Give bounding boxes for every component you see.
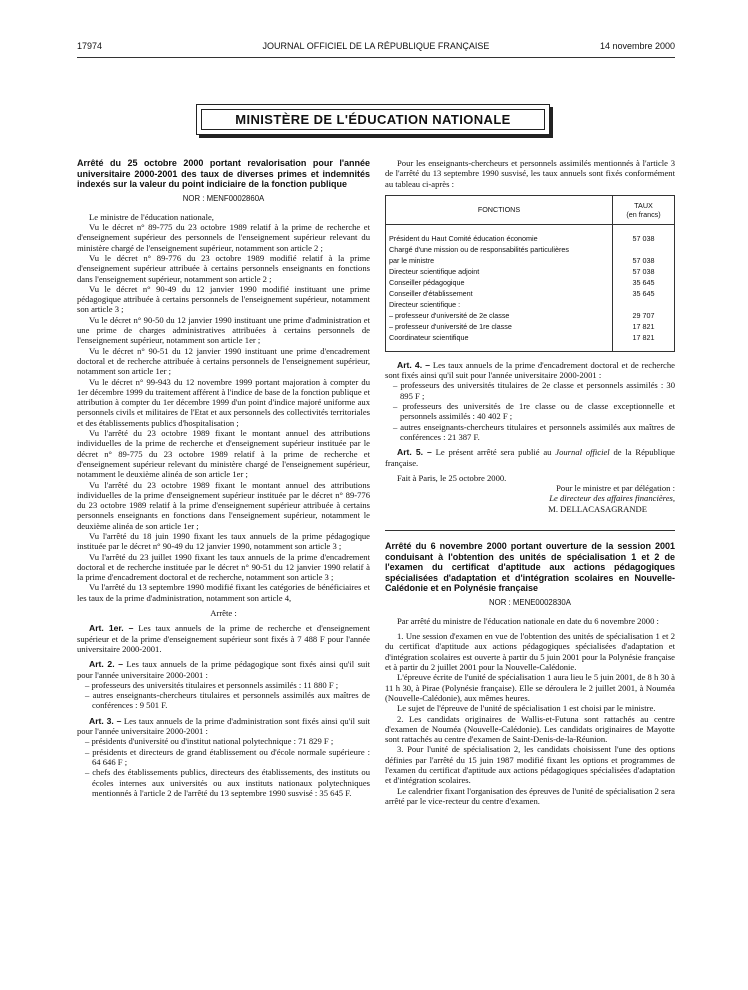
table-row: Conseiller d'établissement 35 645 xyxy=(386,288,675,299)
table-row: Président du Haut Comité éducation économie 57 038 xyxy=(386,233,675,244)
right-column xyxy=(385,158,675,806)
article-label: Art. 2. – xyxy=(89,659,124,670)
signature-title: Le directeur des affaires financières, xyxy=(549,493,675,504)
vu-paragraph: Vu l'arrêté du 23 juillet 1990 fixant les taux annuels de la prime d'encadrement doctoral et de recherche instituée par le décret n° 90-51 du 12 janvier 1990 relatif à la prime d'encadrement doctoral et de recherche, notamment son article 3 ; xyxy=(77,551,370,583)
article-5: Art. 5. – Le présent arrêté sera publié au Journal officiel de la République française. xyxy=(385,447,675,468)
vu-paragraph: Vu l'arrêté du 18 juin 1990 fixant les taux annuels de la prime pédagogique instituée par le décret n° 90-49 du 12 janvier 1990, notamment son article 3 ; xyxy=(77,531,370,552)
article-2 xyxy=(77,659,370,680)
paragraph: Par arrêté du ministre de l'éducation nationale en date du 6 novembre 2000 : xyxy=(397,615,659,626)
list-item: – professeurs des universités titulaires de 2e classe et personnels assimilés : 30 895 F ; xyxy=(393,380,675,401)
table-row: Directeur scientifique adjoint 57 038 xyxy=(386,266,675,277)
list-item: – professeurs des universités titulaires et personnels assimilés : 11 880 F ; xyxy=(85,679,339,690)
vu-paragraph: Vu le décret n° 90-50 du 12 janvier 1990 instituant une prime d'administration et une prime de charges administratives attribuées à certains personnels de l'enseignement supérieur, notamment son article 1er ; xyxy=(77,314,370,346)
article-label: Art. 5. – xyxy=(397,447,432,458)
table-row: par le ministre 57 038 xyxy=(386,255,675,266)
vu-paragraph: Vu le décret n° 89-776 du 23 octobre 1989 modifié relatif à la prime d'enseignement supérieur attribuée à certains personnels enseignants en fonctions dans l'enseignement supérieur, notamment son article 2 ; xyxy=(77,252,370,284)
arrete-title: Arrêté du 6 novembre 2000 portant ouverture de la session 2001 conduisant à l'obtention des unités de spécialisation 1 et 2 de l'examen du certificat d'aptitude aux actions pédagogiques spécialisées d'adaptation et d'intégration scolaires en Nouvelle-Calédonie et en Polynésie française xyxy=(385,541,675,594)
paragraph: Le sujet de l'épreuve de l'unité de spécialisation 1 est choisi par le ministre. xyxy=(397,703,656,714)
article-3 xyxy=(77,716,370,737)
article-1 xyxy=(77,623,370,654)
rates-table xyxy=(385,195,675,352)
signatory-name: M. DELLACASAGRANDE xyxy=(548,503,647,514)
table-row: – professeur d'université de 1re classe 17 821 xyxy=(386,321,675,332)
paragraph: 2. Les candidats originaires de Wallis-et-Futuna sont rattachés au centre d'examen de Nouméa (Nouvelle-Calédonie). Les candidats originaires de Mayotte sont rattachés au centre d'examen de Saint-Denis-de-la-Réunion. xyxy=(385,713,675,745)
article-label: Art. 1er. – xyxy=(89,623,134,634)
vu-paragraph: Vu l'arrêté du 23 octobre 1989 fixant le montant annuel des attributions individuelles de la prime de recherche et d'enseignement supérieur instituée par le décret n° 89-775 du 23 octobre 1989 relatif à la prime de recherche et d'enseignement supérieur relevant du ministère chargé de l'enseignement supérieur, notamment le deuxième alinéa de son article 1er ; xyxy=(77,428,370,480)
table-row: Chargé d'une mission ou de responsabilités particulières xyxy=(386,244,675,255)
nor-reference: NOR : MENF0002860A xyxy=(182,193,265,203)
intro-paragraph: Le ministre de l'éducation nationale, xyxy=(89,211,214,222)
vu-paragraph: Vu le décret n° 90-51 du 12 janvier 1990 instituant une prime d'encadrement doctoral et de recherche attribuée à certains personnels de l'enseignement supérieur, notamment son article 1er ; xyxy=(77,345,370,377)
paragraph: Le calendrier fixant l'organisation des épreuves de l'unité de spécialisation 2 sera arrêté par le vice-recteur du centre d'examen. xyxy=(385,785,675,806)
list-item: – présidents d'université ou d'institut national polytechnique : 71 829 F ; xyxy=(85,736,334,747)
arrete-title: Arrêté du 25 octobre 2000 portant revalorisation pour l'année universitaire 2000-2001 des taux de diverses primes et indemnités indexés sur la valeur du point indiciaire de la fonction publique xyxy=(77,158,370,189)
table-row: – professeur d'université de 2e classe 29 707 xyxy=(386,310,675,321)
paragraph: 3. Pour l'unité de spécialisation 2, les candidats choisissent l'une des options définies par l'arrêté du 15 juin 1987 modifié fixant les options et programmes de l'examen du certificat d'aptitude aux actions pédagogiques spécialisées d'adaptation et d'intégration scolaires. xyxy=(385,744,675,786)
list-item: – autres enseignants-chercheurs titulaires et personnels assimilés aux maîtres de conférences : 9 501 F. xyxy=(85,690,370,711)
ministry-title: MINISTÈRE DE L'ÉDUCATION NATIONALE xyxy=(201,109,545,130)
article-4-list xyxy=(385,380,675,442)
list-item: – autres enseignants-chercheurs titulaires et personnels assimilés aux maîtres de conférences : 21 387 F. xyxy=(393,421,675,442)
table-row: Coordinateur scientifique 17 821 xyxy=(386,332,675,343)
table-row: Conseiller pédagogique 35 645 xyxy=(386,277,675,288)
article-text: Les taux annuels de la prime d'encadrement doctoral et de recherche sont fixés ainsi qu'il suit pour l'année universitaire 2000-2001 : xyxy=(385,359,675,381)
list-item: – professeurs des universités de 1re classe ou de classe exceptionnelle et personnels assimilés : 40 402 F ; xyxy=(393,401,675,422)
page-number: 17974 xyxy=(77,41,103,51)
signature-line: Pour le ministre et par délégation : xyxy=(556,483,675,494)
article-text: Les taux annuels de la prime pédagogique sont fixés ainsi qu'il suit pour l'année universitaire 2000-2001 : xyxy=(77,659,370,680)
list-item: – chefs des établissements publics, directeurs des établissements, des instituts ou écoles internes aux universités ou aux instituts nationaux polytechniques mentionnés à l'article 2 de l'arrêté du 13 septembre 1990 susvisé : 35 645 F. xyxy=(85,767,370,798)
paragraph: 1. Une session d'examen en vue de l'obtention des unités de spécialisation 1 et 2 du certificat d'aptitude aux actions pédagogiques spécialisées d'adaptation et d'intégration scolaires est ouverte à partir du 5 juin 2001 pour la Polynésie française et à partir du 2 juillet 2001 pour la Nouvelle-Calédonie. xyxy=(385,631,675,673)
section-divider xyxy=(385,530,675,531)
paragraph: L'épreuve écrite de l'unité de spécialisation 1 aura lieu le 5 juin 2001, de 8 h 30 à 11 h 30, à Pirae (Polynésie française). Elle se déroulera le 2 juillet 2001, à Nouméa (Nouvelle-Calédonie), aux mêmes heures. xyxy=(385,672,676,703)
list-item: – présidents et directeurs de grand établissement ou d'école normale supérieure : 64 646 F ; xyxy=(85,746,370,767)
vu-paragraph: Vu le décret n° 90-49 du 12 janvier 1990 modifié instituant une prime pédagogique attribuée à certains personnels de l'enseignement supérieur, notamment son article 3 ; xyxy=(77,283,370,315)
left-column xyxy=(77,158,370,798)
article-2-list xyxy=(77,680,370,711)
journal-title: JOURNAL OFFICIEL DE LA RÉPUBLIQUE FRANÇAISE xyxy=(262,41,490,51)
page-header xyxy=(77,41,675,55)
article-label: Art. 4. – xyxy=(397,359,430,370)
nor-reference: NOR : MENE0002830A xyxy=(489,597,571,607)
vu-paragraph: Vu le décret n° 99-943 du 12 novembre 1999 portant majoration à compter du 1er décembre 1999 du traitement afférent à l'indice de base de la fonction publique et attribution à compter du 1er décembre 1999 d'un point d'indice majoré uniforme aux personnels civils et militaires de l'Etat et aux personnels des collectivités territoriales et des établissements publics d'hospitalisation ; xyxy=(77,376,370,428)
article-text: Les taux annuels de la prime d'administration sont fixés ainsi qu'il suit pour l'année universitaire 2000-2001 : xyxy=(77,715,370,737)
vu-paragraph: Vu l'arrêté du 13 septembre 1990 modifié fixant les catégories de bénéficiaires et les taux de la prime d'administration, notamment son article 4, xyxy=(77,582,370,603)
table-header-taux: TAUX (en francs) xyxy=(613,195,675,224)
arrete-word: Arrête : xyxy=(210,608,237,619)
done-at: Fait à Paris, le 25 octobre 2000. xyxy=(397,472,507,483)
table-intro: Pour les enseignants-chercheurs et personnels assimilés mentionnés à l'article 3 de l'arrêté du 13 septembre 1990 susvisé, les taux annuels sont fixés conformément au tableau ci-après : xyxy=(385,158,675,189)
article-label: Art. 3. – xyxy=(89,715,122,726)
article-3-list xyxy=(77,736,370,798)
table-header-fonctions: FONCTIONS xyxy=(386,195,613,224)
article-4 xyxy=(385,360,675,381)
article-text: Les taux annuels de la prime de recherche et d'enseignement supérieur et de la prime d'enseignement supérieur sont fixés à 7 488 F pour l'année universitaire 2000-2001. xyxy=(77,623,370,654)
header-rule xyxy=(77,57,675,58)
issue-date: 14 novembre 2000 xyxy=(599,41,675,51)
ministry-banner xyxy=(196,104,550,135)
table-row: Directeur scientifique : xyxy=(386,299,675,310)
vu-paragraph: Vu l'arrêté du 23 octobre 1989 fixant le montant annuel des attributions individuelles de la prime d'enseignement supérieur instituée par le décret n° 89-776 du 23 octobre 1989 relatif à la prime d'enseignement supérieur attribuée à certains personnels enseignants en fonctions dans l'enseignement supérieur, notamment le deuxième alinéa de son article 1er ; xyxy=(77,479,370,531)
vu-paragraph: Vu le décret n° 89-775 du 23 octobre 1989 relatif à la prime de recherche et d'enseignement supérieur des personnels de l'enseignement supérieur relevant du ministère chargé de l'enseignement supérieur, notamment son article 2 ; xyxy=(77,222,370,253)
